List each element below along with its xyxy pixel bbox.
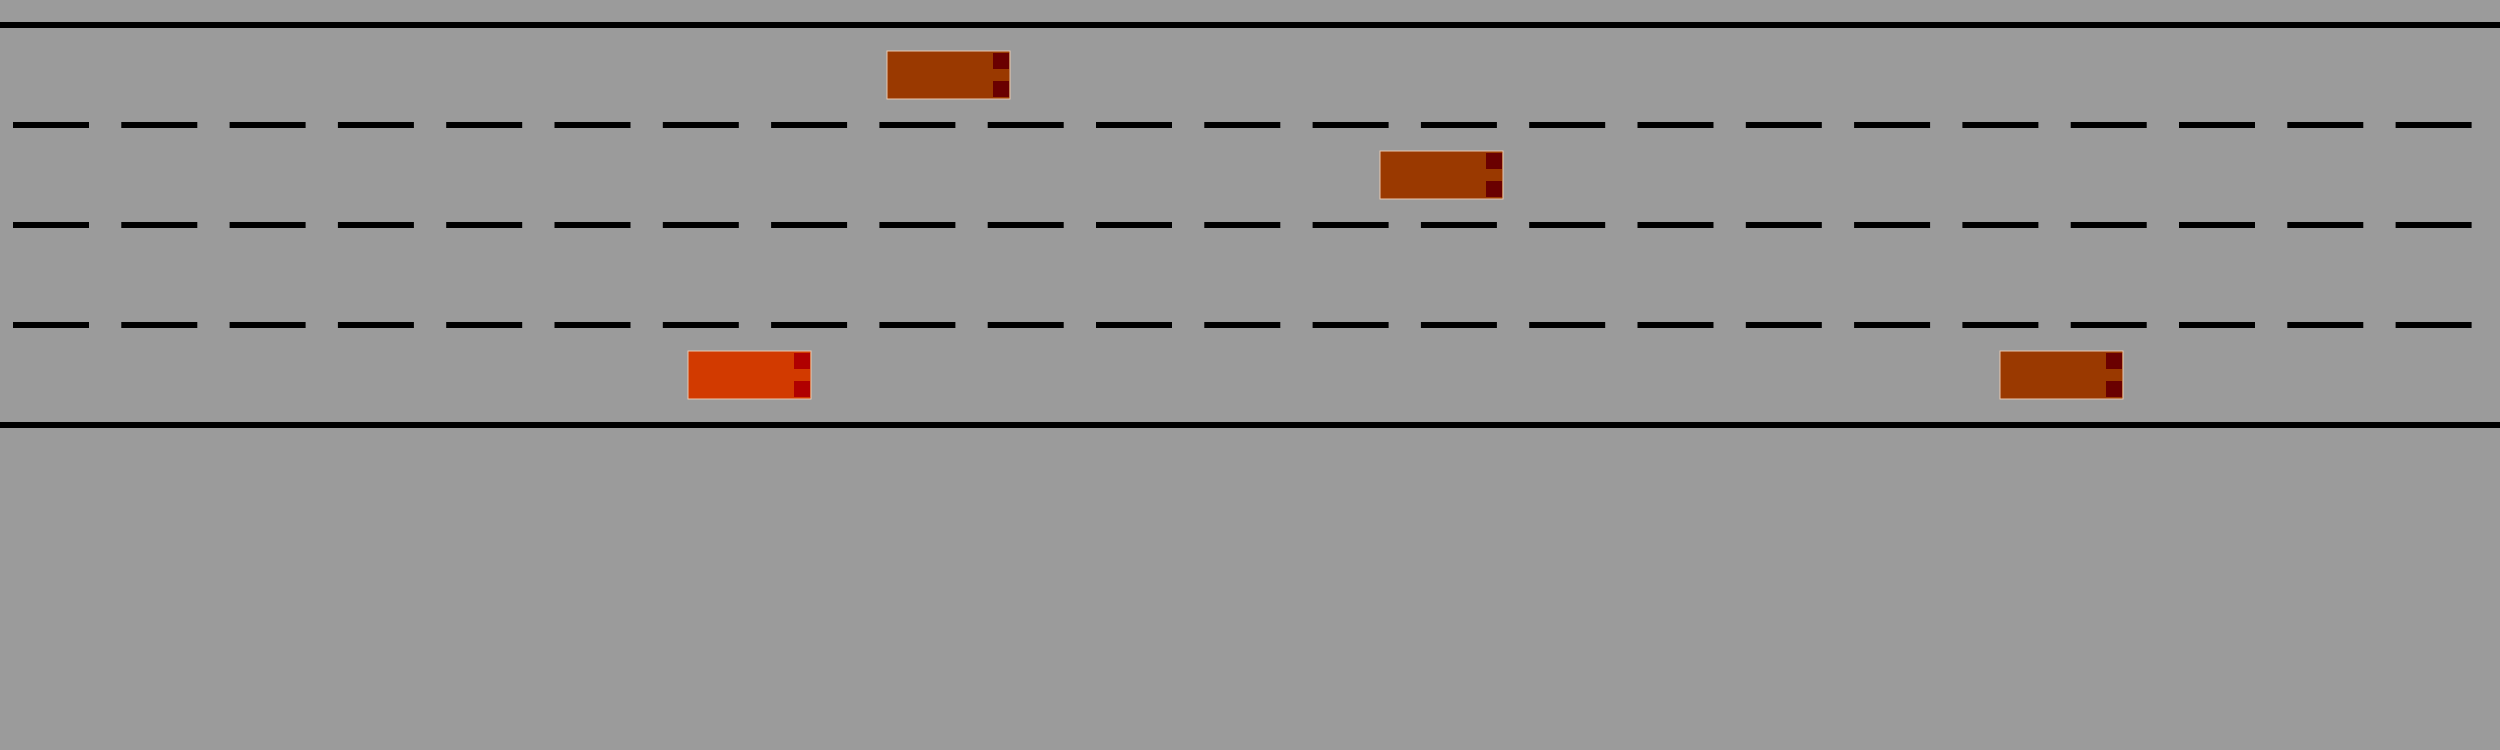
vehicle-body (688, 351, 811, 399)
vehicle-headlight (2106, 353, 2122, 369)
other-vehicle (2000, 351, 2123, 399)
other-vehicle (1380, 151, 1503, 199)
vehicle-headlight (794, 381, 810, 397)
vehicle-headlight (993, 53, 1009, 69)
vehicle-headlight (794, 353, 810, 369)
vehicle-body (887, 51, 1010, 99)
vehicle-headlight (993, 81, 1009, 97)
vehicle-body (1380, 151, 1503, 199)
other-vehicle (887, 51, 1010, 99)
ego-vehicle (688, 351, 811, 399)
vehicle-headlight (1486, 181, 1502, 197)
vehicle-body (2000, 351, 2123, 399)
vehicle-headlight (2106, 381, 2122, 397)
vehicle-headlight (1486, 153, 1502, 169)
